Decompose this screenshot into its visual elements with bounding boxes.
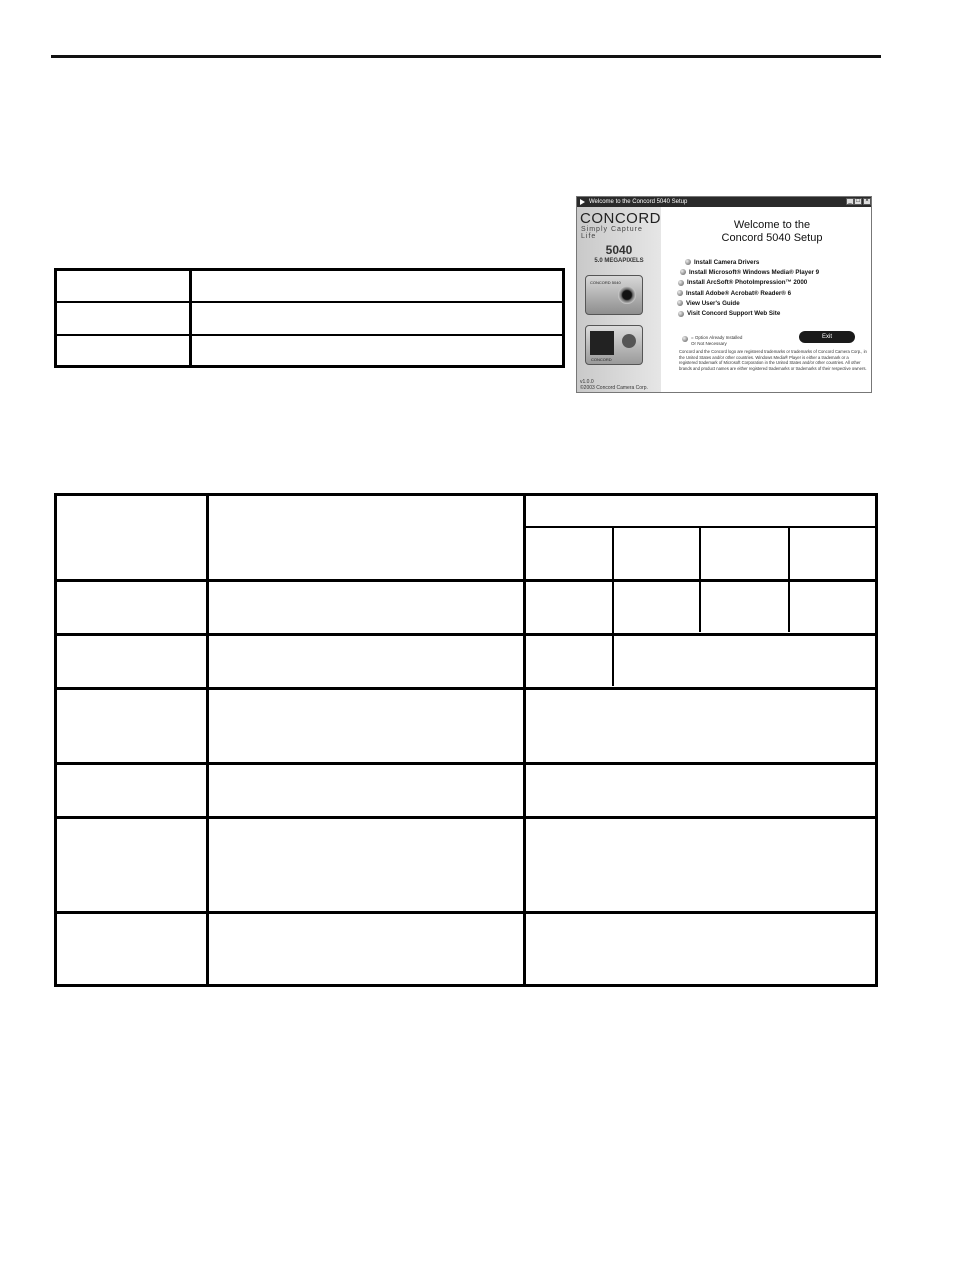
exit-button[interactable]: Exit <box>799 331 855 343</box>
legend-line-2: Or Not Necessary <box>691 341 727 346</box>
setup-window-screenshot <box>576 196 872 393</box>
bullet-icon <box>677 300 683 306</box>
welcome-line-1: Welcome to the <box>733 219 811 231</box>
bullet-icon <box>680 269 686 275</box>
installed-legend <box>682 335 742 347</box>
legend-line-1: = Option Already Installed <box>691 335 743 340</box>
camera-back-label: CONCORD <box>591 357 612 362</box>
model-number: 5040 <box>605 243 633 257</box>
menu-item-label: Install Microsoft® Windows Media® Player 9 <box>689 268 820 276</box>
bullet-icon <box>685 259 691 265</box>
window-title: Welcome to the Concord 5040 Setup <box>589 199 688 205</box>
bullet-icon <box>678 311 684 317</box>
copyright: ©2003 Concord Camera Corp. <box>580 385 648 391</box>
legal-notice: Concord and the Concord logo are registered trademarks or trademarks of Concord Camera Corp., in the United States and/or other countries. Windows Media® Player is either a trademark or a registered trademark of Microsoft Corporation in the United States and/or other countries. All other brands and product names are either registered trademarks or trademarks of their respective owners. <box>679 349 867 371</box>
bullet-icon <box>677 290 683 296</box>
table-rule <box>57 816 875 819</box>
top-rule <box>51 55 881 58</box>
table-rule <box>57 911 875 914</box>
small-table <box>54 268 565 368</box>
menu-install-media-player[interactable] <box>677 267 867 277</box>
menu-view-users-guide[interactable] <box>677 298 867 308</box>
table-rule <box>57 762 875 765</box>
large-table <box>54 493 878 987</box>
megapixels-label: 5.0 MEGAPIXELS <box>594 258 644 264</box>
table-divider <box>189 271 192 365</box>
bullet-icon <box>682 336 688 342</box>
maximize-button[interactable]: □ <box>854 198 862 205</box>
menu-item-label: Install Adobe® Acrobat® Reader® 6 <box>686 289 792 297</box>
table-rule <box>57 579 875 582</box>
window-titlebar <box>577 197 871 207</box>
brand-panel <box>577 207 661 393</box>
version-number: v1.0.0 <box>580 379 594 385</box>
app-icon <box>580 199 585 205</box>
menu-visit-support-site[interactable] <box>677 308 867 318</box>
camera-back-image <box>585 325 643 365</box>
setup-menu <box>677 257 867 319</box>
bullet-icon <box>678 280 684 286</box>
menu-install-photoimpression[interactable] <box>677 278 867 288</box>
camera-dial <box>622 334 636 348</box>
table-rule <box>57 687 875 690</box>
camera-screen <box>590 331 614 355</box>
version-info <box>580 379 648 391</box>
table-divider <box>612 528 614 686</box>
lens-icon <box>618 286 636 304</box>
welcome-heading <box>677 219 867 245</box>
menu-item-label: Install ArcSoft® PhotoImpression™ 2000 <box>687 279 808 287</box>
menu-item-label: Install Camera Drivers <box>694 258 760 266</box>
table-row <box>57 303 562 336</box>
table-rule <box>523 526 875 528</box>
camera-front-label: CONCORD 5040 <box>590 280 621 285</box>
menu-item-label: View User's Guide <box>686 299 740 307</box>
menu-item-label: Visit Concord Support Web Site <box>687 310 781 318</box>
minimize-button[interactable]: _ <box>846 198 854 205</box>
welcome-line-2: Concord 5040 Setup <box>721 232 823 244</box>
menu-install-drivers[interactable] <box>677 257 867 267</box>
camera-front-image <box>585 275 643 315</box>
menu-install-acrobat-reader[interactable] <box>677 288 867 298</box>
table-row <box>57 271 562 303</box>
close-button[interactable]: × <box>863 198 871 205</box>
table-rule <box>57 633 875 636</box>
tagline: Simply Capture Life <box>581 226 643 240</box>
concord-logo: CONCORD <box>580 210 661 227</box>
